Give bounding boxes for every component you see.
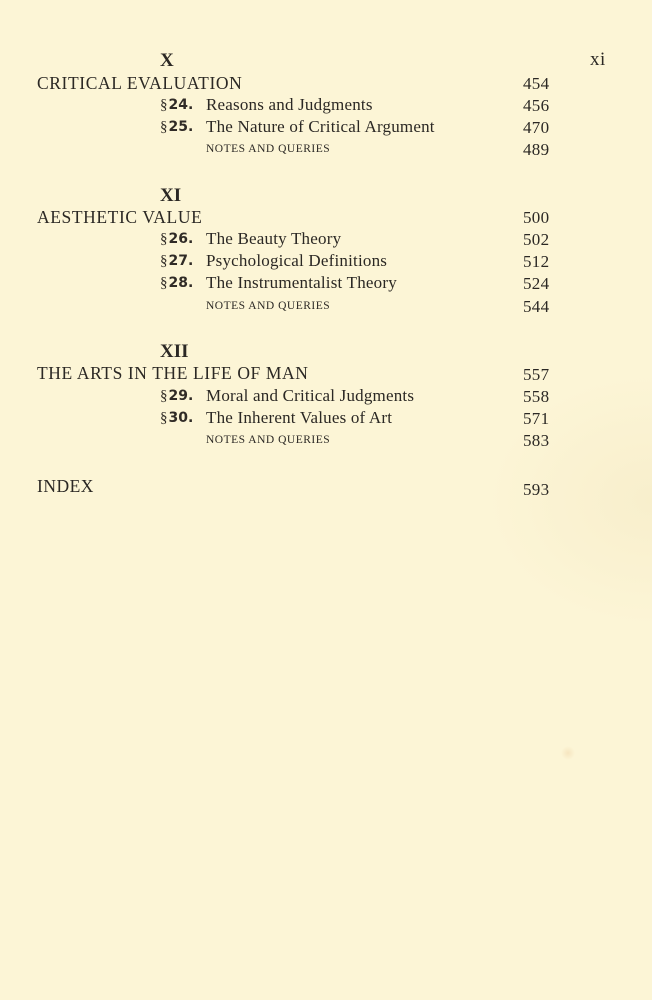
chapter-title: AESTHETIC VALUE <box>37 207 203 227</box>
chapter-page: 557 <box>523 365 550 384</box>
notes-and-queries: NOTES AND QUERIES <box>206 143 331 155</box>
section-title: Moral and Critical Judgments <box>206 386 415 405</box>
notes-page: 583 <box>523 431 550 450</box>
section-sign: § <box>160 119 168 135</box>
section-sign: § <box>160 410 168 426</box>
section-sign: § <box>160 97 168 113</box>
section-number: §25. <box>160 119 194 135</box>
section-title: The Beauty Theory <box>206 229 342 248</box>
page-number: xi <box>590 49 606 70</box>
section-sign: § <box>160 253 168 269</box>
section-title: The Nature of Critical Argument <box>206 117 435 136</box>
section-page: 571 <box>523 409 550 428</box>
chapter-page: 454 <box>523 74 550 93</box>
chapter-numeral: XI <box>160 185 182 206</box>
section-page: 512 <box>523 252 550 271</box>
section-sign: § <box>160 388 168 404</box>
notes-and-queries: NOTES AND QUERIES <box>206 300 331 312</box>
index-page: 593 <box>523 480 550 499</box>
section-number: §30. <box>160 410 194 426</box>
section-title: Psychological Definitions <box>206 251 388 270</box>
notes-and-queries: NOTES AND QUERIES <box>206 434 331 446</box>
section-number: §24. <box>160 97 194 113</box>
chapter-numeral: X <box>160 50 174 71</box>
section-page: 456 <box>523 96 550 115</box>
chapter-title: CRITICAL EVALUATION <box>37 73 243 93</box>
chapter-page: 500 <box>523 208 550 227</box>
section-title: Reasons and Judgments <box>206 95 373 114</box>
section-page: 502 <box>523 230 550 249</box>
section-number: §26. <box>160 231 194 247</box>
section-sign: § <box>160 275 168 291</box>
section-number: §27. <box>160 253 194 269</box>
section-title: The Inherent Values of Art <box>206 408 393 427</box>
notes-page: 489 <box>523 140 550 159</box>
chapter-numeral: XII <box>160 341 189 362</box>
chapter-title: THE ARTS IN THE LIFE OF MAN <box>37 363 309 383</box>
section-page: 524 <box>523 274 550 293</box>
section-number: §29. <box>160 388 194 404</box>
notes-page: 544 <box>523 297 550 316</box>
section-page: 470 <box>523 118 550 137</box>
index-title: INDEX <box>37 476 94 496</box>
section-number: §28. <box>160 275 194 291</box>
section-title: The Instrumentalist Theory <box>206 273 397 292</box>
section-page: 558 <box>523 387 550 406</box>
section-sign: § <box>160 231 168 247</box>
